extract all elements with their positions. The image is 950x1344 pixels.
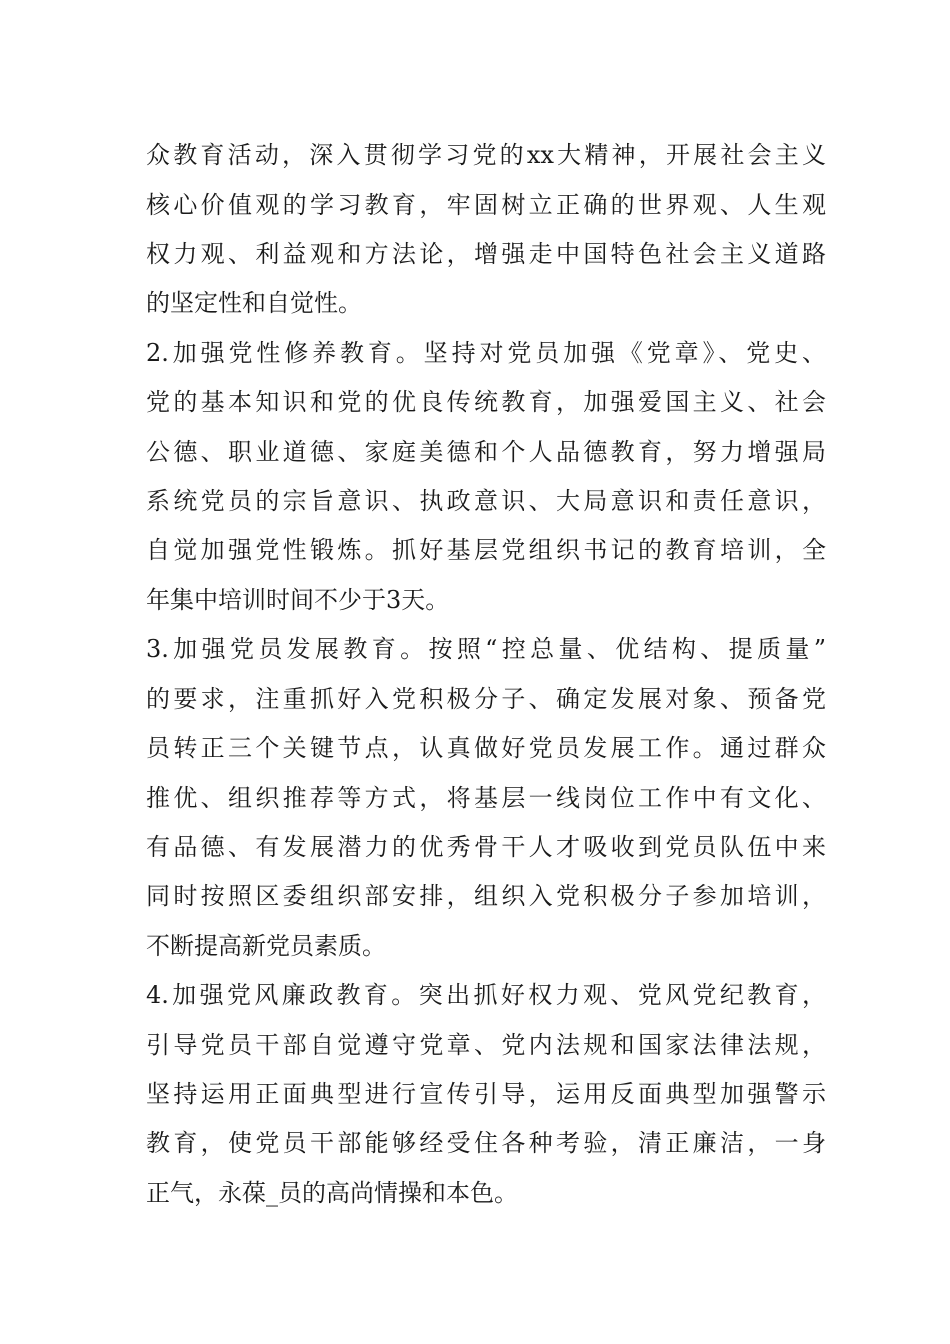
text-line: 党的基本知识和党的优良传统教育，加强爱国主义、社会	[146, 388, 826, 416]
text-line: 有品德、有发展潜力的优秀骨干人才吸收到党员队伍中来	[146, 833, 826, 861]
text-line: 4.加强党风廉政教育。突出抓好权力观、党风党纪教育，	[146, 981, 826, 1009]
text-line: 不断提高新党员素质。	[146, 932, 386, 960]
text-line: 核心价值观的学习教育，牢固树立正确的世界观、人生观	[146, 191, 826, 219]
text-line: 众教育活动，深入贯彻学习党的xx大精神，开展社会主义	[146, 141, 826, 169]
text-line: 公德、职业道德、家庭美德和个人品德教育，努力增强局	[146, 438, 826, 466]
text-line: 的要求，注重抓好入党积极分子、确定发展对象、预备党	[146, 685, 826, 713]
text-line: 权力观、利益观和方法论，增强走中国特色社会主义道路	[146, 240, 826, 268]
text-line: 系统党员的宗旨意识、执政意识、大局意识和责任意识，	[146, 487, 826, 515]
text-line: 年集中培训时间不少于3天。	[146, 586, 450, 614]
text-line: 教育，使党员干部能够经受住各种考验，清正廉洁，一身	[146, 1129, 826, 1157]
text-line: 同时按照区委组织部安排，组织入党积极分子参加培训，	[146, 882, 826, 910]
text-line: 坚持运用正面典型进行宣传引导，运用反面典型加强警示	[146, 1080, 826, 1108]
text-line: 正气，永葆_员的高尚情操和本色。	[146, 1179, 518, 1207]
text-line: 员转正三个关键节点，认真做好党员发展工作。通过群众	[146, 734, 826, 762]
text-line: 自觉加强党性锻炼。抓好基层党组织书记的教育培训，全	[146, 536, 826, 564]
text-line: 推优、组织推荐等方式，将基层一线岗位工作中有文化、	[146, 784, 826, 812]
text-line: 3.加强党员发展教育。按照“控总量、优结构、提质量”	[146, 635, 826, 663]
text-line: 的坚定性和自觉性。	[146, 289, 362, 317]
text-line: 引导党员干部自觉遵守党章、党内法规和国家法律法规，	[146, 1031, 826, 1059]
text-line: 2.加强党性修养教育。坚持对党员加强《党章》、党史、	[146, 339, 826, 367]
